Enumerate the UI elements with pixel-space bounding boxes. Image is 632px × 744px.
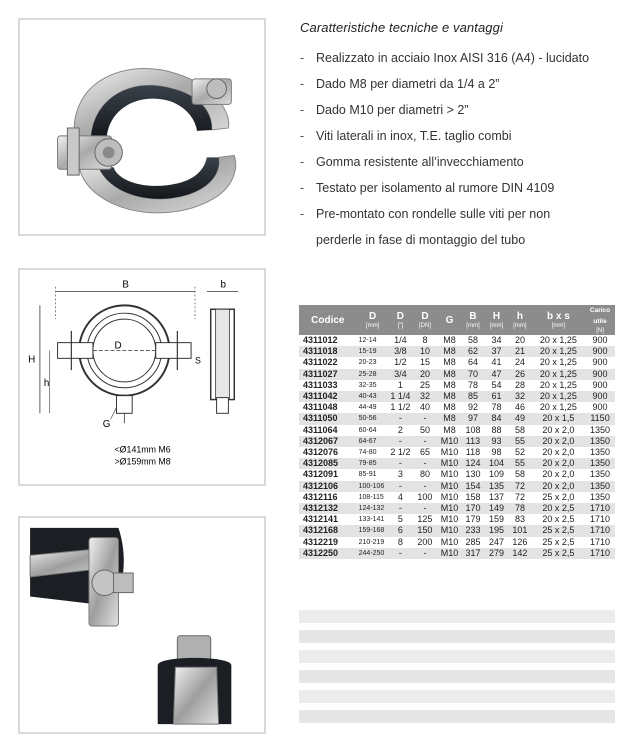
table-cell: 1710 — [585, 514, 615, 525]
table-cell: 4312219 — [299, 537, 357, 548]
table-cell: 92 — [461, 402, 484, 413]
table-row — [299, 514, 615, 525]
table-cell: 1350 — [585, 436, 615, 447]
table-cell: 40 — [412, 402, 438, 413]
table-cell: 98 — [485, 447, 508, 458]
table-cell: 4311042 — [299, 391, 357, 402]
table-cell: M10 — [438, 525, 461, 536]
table-cell: 20 x 1,25 — [532, 357, 585, 368]
table-cell: 84 — [485, 413, 508, 424]
table-row — [299, 492, 615, 503]
table-cell: 15-19 — [357, 346, 389, 357]
spec-table — [299, 305, 615, 559]
table-cell: 20 x 2,5 — [532, 503, 585, 514]
table-cell: 1 1/4 — [390, 391, 411, 402]
feature-item: - Pre-montato con rondelle sulle viti per non — [300, 201, 620, 227]
table-cell: 20 x 2,0 — [532, 425, 585, 436]
table-cell: 1150 — [585, 413, 615, 424]
label-h: h — [43, 377, 50, 389]
table-cell: M8 — [438, 425, 461, 436]
table-cell: 149 — [485, 503, 508, 514]
table-cell: 124-132 — [357, 503, 389, 514]
feature-item: - Gomma resistente all’invecchiamento — [300, 149, 620, 175]
table-cell: 4312106 — [299, 481, 357, 492]
column-header — [438, 305, 461, 335]
table-row — [299, 380, 615, 391]
table-cell: 158 — [461, 492, 484, 503]
table-row — [299, 503, 615, 514]
table-cell: - — [412, 481, 438, 492]
column-header — [532, 305, 585, 335]
table-cell: 1 — [389, 380, 412, 391]
table-cell: 125 — [412, 514, 438, 525]
table-cell: 62 — [461, 346, 484, 357]
column-header-label: D — [421, 310, 429, 322]
table-cell: 4311012 — [299, 335, 357, 346]
table-cell: M8 — [438, 357, 461, 368]
table-cell: 20 x 2,0 — [532, 469, 585, 480]
table-cell: 133-141 — [357, 514, 389, 525]
label-D: D — [114, 340, 122, 352]
table-cell: 108-115 — [357, 492, 389, 503]
table-cell: 109 — [485, 469, 508, 480]
table-cell: - — [412, 548, 438, 559]
features-list — [300, 45, 620, 253]
table-cell: 6 — [389, 525, 412, 536]
table-row — [299, 469, 615, 480]
column-header-unit: [mm] — [551, 322, 566, 329]
table-cell: 100-106 — [357, 481, 389, 492]
table-cell: 65 — [412, 447, 438, 458]
column-header-label: h — [516, 310, 523, 322]
table-cell: 4312091 — [299, 469, 357, 480]
product-photo-clamp — [18, 18, 266, 236]
table-row — [299, 402, 615, 413]
table-cell: 41 — [485, 357, 508, 368]
table-cell: 25 x 2,5 — [532, 548, 585, 559]
table-cell: 20 x 2,5 — [532, 514, 585, 525]
table-cell: 54 — [485, 380, 508, 391]
table-cell: 60-64 — [357, 425, 389, 436]
table-cell: 20 x 1,25 — [532, 369, 585, 380]
table-cell: 72 — [508, 492, 531, 503]
table-cell: 20 x 2,0 — [532, 481, 585, 492]
table-cell: 2 — [389, 425, 412, 436]
table-row — [299, 346, 615, 357]
table-cell: 20 x 1,5 — [532, 413, 585, 424]
column-header-unit: [mm] — [466, 322, 480, 329]
column-header — [412, 305, 438, 335]
table-row — [299, 447, 615, 458]
table-cell: 47 — [485, 369, 508, 380]
table-cell: 142 — [508, 548, 531, 559]
table-cell: M10 — [438, 447, 461, 458]
column-header — [389, 305, 412, 335]
column-header-unit: [mm] — [513, 322, 527, 329]
table-cell: 4311050 — [299, 413, 357, 424]
table-cell: 70 — [461, 369, 484, 380]
table-cell: 85-91 — [357, 469, 389, 480]
table-cell: 55 — [508, 436, 531, 447]
table-cell: 37 — [485, 346, 508, 357]
table-cell: 28 — [508, 380, 531, 391]
table-cell: 80 — [412, 469, 438, 480]
table-cell: 100 — [412, 492, 438, 503]
table-cell: 20 x 1,25 — [532, 391, 585, 402]
table-cell: 900 — [585, 369, 615, 380]
screw-note-large: >Ø159mm M8 — [114, 456, 171, 467]
table-cell: 179 — [461, 514, 484, 525]
table-cell: 247 — [485, 537, 508, 548]
table-cell: 49 — [508, 413, 531, 424]
column-header-label: H — [492, 310, 501, 322]
table-cell: 4311033 — [299, 380, 357, 391]
table-cell: 4312168 — [299, 525, 357, 536]
table-cell: M8 — [438, 335, 461, 346]
table-cell: 21 — [508, 346, 531, 357]
empty-row — [299, 670, 615, 683]
table-cell: - — [389, 413, 412, 424]
table-cell: 32 — [508, 391, 531, 402]
clamp-dimension-drawing — [20, 270, 264, 484]
table-cell: 32 — [412, 391, 438, 402]
table-cell: 8 — [389, 537, 412, 548]
table-cell: 104 — [485, 458, 508, 469]
table-row — [299, 481, 615, 492]
pipe-clamp-illustration — [20, 20, 264, 234]
table-cell: 2 1/2 — [390, 447, 411, 458]
table-cell: 135 — [485, 481, 508, 492]
table-cell: 1/4 — [389, 335, 412, 346]
column-header — [461, 305, 484, 335]
table-cell: 20 x 1,25 — [532, 335, 585, 346]
table-cell: 20 x 1,25 — [532, 346, 585, 357]
table-cell: 58 — [508, 425, 531, 436]
table-cell: M8 — [438, 346, 461, 357]
table-cell: 1710 — [585, 537, 615, 548]
table-row — [299, 413, 615, 424]
column-header-unit: [N] — [596, 328, 604, 334]
table-cell: M10 — [438, 481, 461, 492]
table-cell: M8 — [438, 413, 461, 424]
table-cell: 24 — [508, 357, 531, 368]
clamp-detail-illustration — [20, 518, 264, 732]
table-cell: 4312141 — [299, 514, 357, 525]
table-cell: M10 — [438, 537, 461, 548]
table-cell: 72 — [508, 481, 531, 492]
table-cell: 1710 — [585, 548, 615, 559]
table-cell: 20 x 1,25 — [532, 402, 585, 413]
table-cell: 1350 — [585, 447, 615, 458]
table-cell: 4311048 — [299, 402, 357, 413]
screw-note-small: <Ø141mm M6 — [114, 444, 171, 455]
column-header — [508, 305, 531, 335]
table-cell: 4312085 — [299, 458, 357, 469]
table-cell: - — [389, 458, 412, 469]
table-cell: 78 — [461, 380, 484, 391]
table-cell: - — [389, 436, 412, 447]
column-header — [585, 305, 615, 335]
table-cell: 64-67 — [357, 436, 389, 447]
table-cell: 25 x 2,5 — [532, 525, 585, 536]
table-cell: 1350 — [585, 458, 615, 469]
table-cell: 55 — [508, 458, 531, 469]
table-cell: 4312250 — [299, 548, 357, 559]
table-cell: 118 — [461, 447, 484, 458]
table-cell: 195 — [485, 525, 508, 536]
table-cell: M10 — [438, 469, 461, 480]
table-cell: 26 — [508, 369, 531, 380]
table-row — [299, 425, 615, 436]
table-cell: 32-35 — [357, 380, 389, 391]
column-header-label: D — [396, 310, 405, 322]
table-cell: 58 — [461, 335, 484, 346]
table-cell: 900 — [585, 380, 615, 391]
table-cell: 244-250 — [357, 548, 389, 559]
table-cell: 126 — [508, 537, 531, 548]
table-cell: M10 — [438, 548, 461, 559]
table-cell: 79-85 — [357, 458, 389, 469]
product-photo-detail — [18, 516, 266, 734]
column-header — [485, 305, 508, 335]
table-cell: 50 — [412, 425, 438, 436]
table-cell: 40-43 — [357, 391, 389, 402]
feature-item: - Viti laterali in inox, T.E. taglio combi — [300, 123, 620, 149]
table-cell: 88 — [485, 425, 508, 436]
table-cell: 78 — [508, 503, 531, 514]
feature-item: - Realizzato in acciaio Inox AISI 316 (A4) - lucidato — [300, 45, 620, 71]
table-cell: 170 — [461, 503, 484, 514]
table-row — [299, 525, 615, 536]
table-cell: 4311064 — [299, 425, 357, 436]
table-cell: 4311022 — [299, 357, 357, 368]
table-cell: 25 — [412, 380, 438, 391]
feature-item: - Dado M10 per diametri > 2” — [300, 97, 620, 123]
table-cell: - — [412, 436, 438, 447]
table-cell: 279 — [485, 548, 508, 559]
table-cell: 64 — [461, 357, 484, 368]
column-header-label: b x s — [546, 310, 570, 322]
table-cell: 1710 — [585, 503, 615, 514]
table-cell: 159 — [485, 514, 508, 525]
table-cell: 900 — [585, 402, 615, 413]
table-cell: 4312132 — [299, 503, 357, 514]
table-cell: 20 x 2,0 — [532, 447, 585, 458]
table-cell: 4312067 — [299, 436, 357, 447]
table-cell: 1350 — [585, 469, 615, 480]
table-row — [299, 537, 615, 548]
column-header-label: G — [445, 314, 454, 326]
table-cell: 46 — [508, 402, 531, 413]
table-cell: 20 x 2,0 — [532, 436, 585, 447]
table-row — [299, 458, 615, 469]
column-header-unit: [mm] — [489, 322, 504, 329]
column-header-label: D — [369, 310, 377, 322]
table-cell: 4311018 — [299, 346, 357, 357]
column-header-unit: ["] — [397, 322, 404, 329]
table-cell: 3/8 — [389, 346, 412, 357]
table-cell: 8 — [412, 335, 438, 346]
table-cell: 20-23 — [357, 357, 389, 368]
table-cell: 10 — [412, 346, 438, 357]
table-cell: 1/2 — [389, 357, 412, 368]
table-cell: M10 — [438, 492, 461, 503]
table-cell: 130 — [461, 469, 484, 480]
features-title: Caratteristiche tecniche e vantaggi — [300, 20, 503, 35]
table-cell: 900 — [585, 335, 615, 346]
table-cell: 285 — [461, 537, 484, 548]
empty-row — [299, 630, 615, 643]
table-cell: - — [412, 413, 438, 424]
table-cell: 1 1/2 — [390, 402, 411, 413]
table-cell: 25-28 — [357, 369, 389, 380]
feature-item: - Testato per isolamento al rumore DIN 4109 — [300, 175, 620, 201]
table-cell: 25 x 2,0 — [532, 492, 585, 503]
empty-row — [299, 610, 615, 623]
table-cell: 83 — [508, 514, 531, 525]
table-cell: M10 — [438, 436, 461, 447]
table-cell: 12-14 — [357, 335, 389, 346]
table-cell: 25 x 2,5 — [532, 537, 585, 548]
table-cell: M10 — [438, 458, 461, 469]
table-cell: 4312076 — [299, 447, 357, 458]
label-S: S — [195, 355, 201, 366]
table-cell: 113 — [461, 436, 484, 447]
table-cell: 15 — [412, 357, 438, 368]
table-cell: 1350 — [585, 425, 615, 436]
table-cell: 20 x 1,25 — [532, 380, 585, 391]
column-header-unit: [DN] — [418, 322, 431, 329]
table-cell: 3 — [389, 469, 412, 480]
features-section — [300, 20, 620, 253]
table-row — [299, 391, 615, 402]
table-cell: 20 x 2,0 — [532, 458, 585, 469]
table-cell: M8 — [438, 402, 461, 413]
table-cell: 44-49 — [357, 402, 389, 413]
table-cell: 900 — [585, 391, 615, 402]
table-cell: 210-219 — [357, 537, 389, 548]
column-header-unit: [mm] — [365, 322, 380, 329]
table-cell: M8 — [438, 391, 461, 402]
column-header-label: Carico utile — [589, 307, 611, 325]
table-row — [299, 369, 615, 380]
spec-table-body — [299, 335, 615, 559]
spec-table-header — [299, 305, 615, 335]
table-cell: 101 — [508, 525, 531, 536]
column-header — [357, 305, 389, 335]
table-cell: 78 — [485, 402, 508, 413]
label-G: G — [102, 419, 111, 431]
empty-row — [299, 650, 615, 663]
empty-row — [299, 710, 615, 723]
feature-item: - Dado M8 per diametri da 1/4 a 2” — [300, 71, 620, 97]
table-cell: 50-56 — [357, 413, 389, 424]
table-row — [299, 548, 615, 559]
table-cell: M10 — [438, 503, 461, 514]
table-cell: 124 — [461, 458, 484, 469]
label-b: b — [220, 279, 226, 291]
table-cell: 108 — [461, 425, 484, 436]
table-cell: 200 — [412, 537, 438, 548]
table-cell: 4312116 — [299, 492, 357, 503]
table-cell: - — [412, 458, 438, 469]
table-cell: 4 — [389, 492, 412, 503]
column-header — [299, 305, 357, 335]
table-cell: - — [389, 481, 412, 492]
label-H: H — [28, 354, 36, 366]
table-cell: - — [389, 503, 412, 514]
table-cell: M8 — [438, 380, 461, 391]
table-cell: 20 — [412, 369, 438, 380]
table-row — [299, 335, 615, 346]
table-cell: 20 — [508, 335, 531, 346]
empty-table-rows — [299, 610, 615, 730]
table-cell: 233 — [461, 525, 484, 536]
table-cell: 900 — [585, 357, 615, 368]
table-cell: 3/4 — [389, 369, 412, 380]
table-cell: 74-80 — [357, 447, 389, 458]
table-cell: 317 — [461, 548, 484, 559]
table-cell: 85 — [461, 391, 484, 402]
table-cell: 154 — [461, 481, 484, 492]
table-cell: - — [389, 548, 412, 559]
table-row — [299, 357, 615, 368]
table-cell: M8 — [438, 369, 461, 380]
table-cell: 97 — [461, 413, 484, 424]
table-cell: - — [412, 503, 438, 514]
table-cell: 61 — [485, 391, 508, 402]
table-cell: 52 — [508, 447, 531, 458]
table-cell: 1350 — [585, 492, 615, 503]
feature-item-continuation: perderle in fase di montaggio del tubo — [316, 233, 526, 247]
table-cell: 5 — [389, 514, 412, 525]
table-cell: 900 — [585, 346, 615, 357]
table-cell: 150 — [412, 525, 438, 536]
table-cell: 93 — [485, 436, 508, 447]
technical-drawing — [18, 268, 266, 486]
table-cell: 1350 — [585, 481, 615, 492]
table-cell: 137 — [485, 492, 508, 503]
empty-row — [299, 690, 615, 703]
table-cell: 34 — [485, 335, 508, 346]
column-header-label: Codice — [311, 314, 345, 326]
label-B: B — [122, 279, 129, 291]
table-cell: 159-168 — [357, 525, 389, 536]
table-cell: 1710 — [585, 525, 615, 536]
table-cell: 58 — [508, 469, 531, 480]
table-cell: 4311027 — [299, 369, 357, 380]
table-cell: M10 — [438, 514, 461, 525]
column-header-label: B — [469, 310, 477, 322]
table-row — [299, 436, 615, 447]
